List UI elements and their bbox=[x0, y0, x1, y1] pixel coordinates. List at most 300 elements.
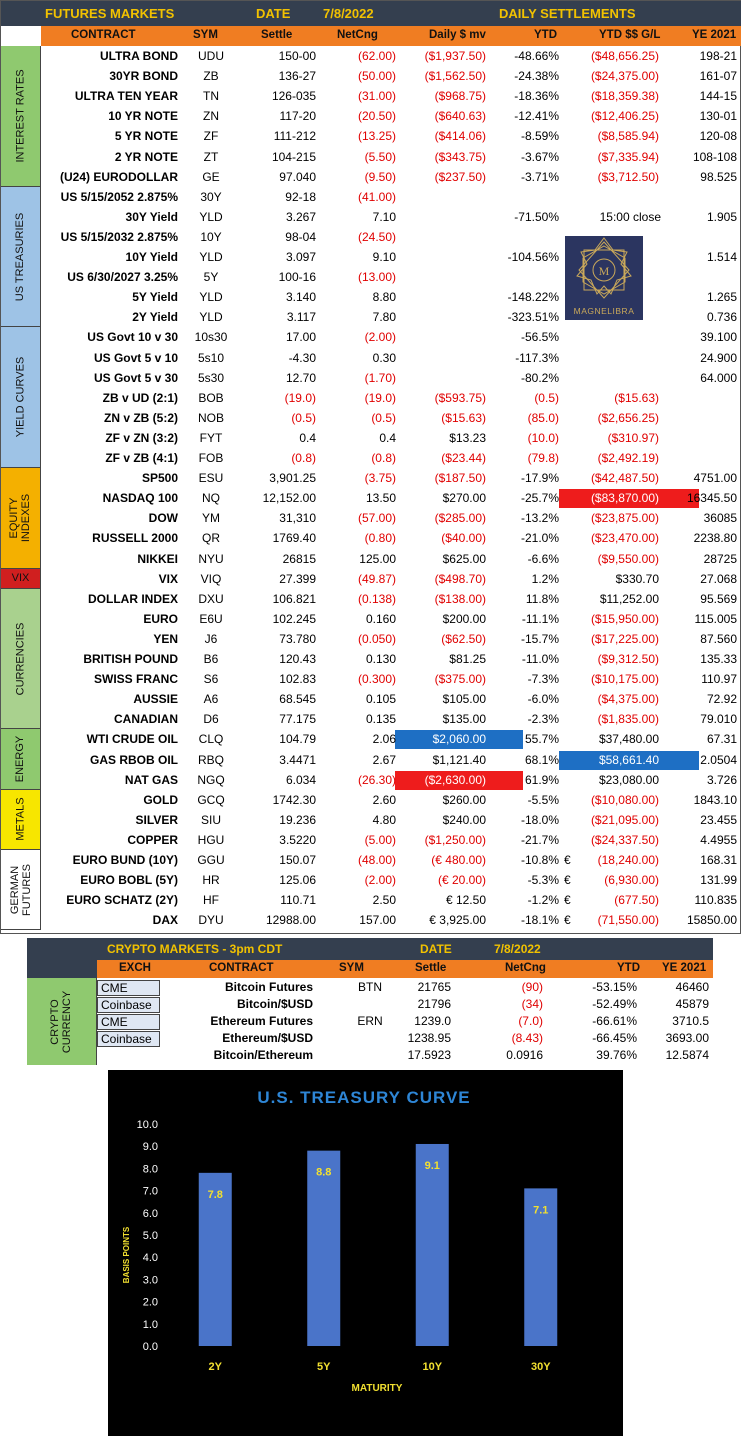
ytd-gain-loss: $58,661.40 bbox=[598, 752, 659, 767]
daily-dollar-move: $260.00 bbox=[442, 792, 486, 807]
symbol: E6U bbox=[199, 611, 223, 626]
symbol: TN bbox=[203, 89, 219, 104]
daily-dollar-move: € 12.50 bbox=[445, 893, 486, 908]
y-tick-label: 1.0 bbox=[142, 1318, 158, 1331]
net-change: (0.300) bbox=[357, 672, 396, 687]
x-tick-label: 2Y bbox=[208, 1361, 222, 1373]
table-row bbox=[41, 890, 741, 910]
symbol: 5s30 bbox=[197, 370, 225, 385]
contract-name: 30YR BOND bbox=[109, 69, 178, 84]
symbol: YLD bbox=[199, 209, 223, 224]
col-ytd: YTD bbox=[534, 29, 557, 41]
crypto-row bbox=[97, 979, 713, 996]
settle-value: 12,152.00 bbox=[262, 491, 316, 506]
x-axis-label: MATURITY bbox=[351, 1383, 403, 1394]
daily-dollar-move: $1,121.40 bbox=[432, 752, 486, 767]
net-change: (1.70) bbox=[364, 370, 396, 385]
ytd-percent: 55.7% bbox=[524, 732, 559, 747]
symbol: ESU bbox=[198, 471, 224, 486]
ytd-gain-loss: ($21,095.00) bbox=[590, 812, 659, 827]
category-label: US TREASURIES bbox=[14, 212, 27, 301]
settle-value: 102.245 bbox=[272, 611, 316, 626]
ytd-percent: -10.8% bbox=[520, 853, 559, 867]
ytd-gain-loss: ($23,875.00) bbox=[590, 511, 659, 526]
year-end-2021: 46460 bbox=[675, 980, 709, 994]
contract-name: RUSSELL 2000 bbox=[92, 531, 178, 546]
settle-value: 12988.00 bbox=[265, 913, 316, 928]
symbol: HF bbox=[203, 893, 219, 908]
net-change: (2.00) bbox=[364, 330, 396, 345]
ytd-gain-loss: ($12,406.25) bbox=[590, 109, 659, 124]
daily-dollar-move: ($1,562.50) bbox=[424, 69, 486, 84]
year-end-2021: 67.31 bbox=[706, 732, 737, 747]
daily-dollar-move: ($187.50) bbox=[434, 471, 486, 486]
contract-name: 30Y Yield bbox=[125, 209, 178, 224]
data-label: 7.8 bbox=[207, 1188, 223, 1201]
contract-name: SILVER bbox=[135, 812, 178, 827]
year-end-2021: 161-07 bbox=[699, 69, 737, 84]
ytd-percent: 61.9% bbox=[524, 772, 559, 787]
year-end-2021: 135.33 bbox=[700, 652, 737, 666]
futures-column-header bbox=[41, 26, 741, 46]
daily-dollar-move: ($640.63) bbox=[434, 109, 486, 124]
crypto-title: CRYPTO MARKETS - 3pm CDT bbox=[107, 942, 283, 956]
symbol: BOB bbox=[198, 390, 224, 405]
symbol: 10Y bbox=[200, 229, 222, 244]
ytd-percent: (85.0) bbox=[527, 410, 559, 425]
daily-dollar-move: ($285.00) bbox=[434, 511, 486, 526]
category-currencies bbox=[1, 589, 41, 730]
category-metals bbox=[1, 790, 41, 850]
euro-sign: € bbox=[564, 893, 571, 908]
ytd-percent: 39.76% bbox=[596, 1048, 637, 1062]
net-change: 2.60 bbox=[372, 792, 396, 807]
table-row bbox=[41, 669, 741, 689]
crypto-header-gap bbox=[27, 960, 97, 978]
table-row bbox=[41, 589, 741, 609]
net-change: 0.130 bbox=[365, 652, 396, 666]
exchange: CME bbox=[97, 1014, 160, 1030]
ytd-gain-loss: (18,240.00) bbox=[597, 853, 659, 867]
net-change: 0.30 bbox=[372, 350, 396, 365]
settle-value: 12.70 bbox=[285, 370, 316, 385]
daily-dollar-move: ($593.75) bbox=[434, 390, 486, 405]
ytd-percent: -56.5% bbox=[520, 330, 559, 345]
ytd-percent: -3.67% bbox=[520, 149, 559, 164]
net-change: (7.0) bbox=[518, 1014, 543, 1028]
crypto-currency-category bbox=[27, 978, 97, 1065]
symbol: FYT bbox=[199, 430, 223, 445]
settle-value: 6.034 bbox=[285, 772, 316, 787]
ytd-percent: -17.9% bbox=[520, 471, 559, 486]
net-change: 2.50 bbox=[372, 893, 396, 908]
year-end-2021: 4751.00 bbox=[693, 471, 737, 486]
daily-dollar-move: ($1,250.00) bbox=[424, 832, 486, 847]
y-tick-label: 7.0 bbox=[142, 1185, 158, 1198]
settle-value: (0.5) bbox=[291, 410, 316, 425]
table-row bbox=[41, 569, 741, 589]
symbol: 5Y bbox=[203, 270, 219, 285]
table-row bbox=[41, 508, 741, 528]
table-row bbox=[41, 910, 741, 930]
settle-value: 21796 bbox=[417, 997, 451, 1011]
category-label: METALS bbox=[14, 797, 27, 841]
daily-dollar-move: ($414.06) bbox=[434, 129, 486, 144]
net-change: 0.160 bbox=[365, 611, 396, 626]
table-row bbox=[41, 428, 741, 448]
contract-name: Bitcoin/Ethereum bbox=[213, 1048, 313, 1062]
year-end-2021: 98.525 bbox=[700, 169, 737, 184]
net-change: 4.80 bbox=[372, 812, 396, 827]
ytd-percent: -2.3% bbox=[527, 712, 559, 727]
symbol: YM bbox=[202, 511, 220, 526]
daily-dollar-move: $270.00 bbox=[442, 491, 486, 506]
year-end-2021: 2238.80 bbox=[693, 531, 737, 546]
year-end-2021: 110.835 bbox=[694, 893, 737, 908]
net-change: (13.00) bbox=[357, 270, 396, 285]
net-change: 2.67 bbox=[372, 752, 396, 767]
contract-name: Bitcoin/$USD bbox=[236, 997, 313, 1011]
ytd-percent: -18.36% bbox=[514, 89, 559, 104]
year-end-2021: 23.455 bbox=[700, 812, 737, 827]
settle-value: 104-215 bbox=[271, 149, 316, 164]
table-row bbox=[41, 729, 741, 749]
contract-name: 2Y Yield bbox=[132, 310, 178, 325]
ytd-gain-loss: 15:00 close bbox=[599, 209, 661, 224]
table-row bbox=[41, 207, 741, 227]
contract-name: GOLD bbox=[143, 792, 178, 807]
year-end-2021: 108-108 bbox=[692, 149, 737, 164]
contract-name: ZF v ZN (3:2) bbox=[105, 430, 178, 445]
symbol: NOB bbox=[197, 410, 224, 425]
symbol: GCQ bbox=[197, 792, 225, 807]
settle-value: 117-20 bbox=[279, 109, 316, 124]
ytd-percent: -48.66% bbox=[514, 49, 559, 63]
contract-name: DAX bbox=[152, 913, 178, 928]
year-end-2021: 3.726 bbox=[706, 772, 737, 787]
exchange: CME bbox=[97, 980, 160, 996]
ytd-percent: -104.56% bbox=[507, 250, 559, 264]
symbol: VIQ bbox=[200, 571, 222, 586]
net-change: 2.06 bbox=[372, 732, 396, 747]
settle-value: 120.43 bbox=[279, 652, 316, 666]
contract-name: CANADIAN bbox=[114, 712, 178, 727]
settle-value: 111-212 bbox=[273, 129, 316, 144]
ytd-gain-loss: ($2,492.19) bbox=[597, 451, 659, 465]
y-tick-label: 5.0 bbox=[142, 1230, 158, 1242]
symbol: GE bbox=[202, 169, 220, 184]
table-row bbox=[41, 750, 741, 770]
category-label: YIELD CURVES bbox=[14, 356, 27, 438]
contract-name: Bitcoin Futures bbox=[224, 980, 313, 994]
symbol: SIU bbox=[200, 812, 221, 827]
settle-value: 26815 bbox=[282, 551, 316, 566]
ytd-gain-loss: ($10,175.00) bbox=[590, 672, 659, 687]
ytd-percent: -24.38% bbox=[514, 69, 559, 84]
year-end-2021: 28725 bbox=[703, 551, 737, 566]
contract-name: US Govt 10 v 30 bbox=[87, 330, 178, 345]
daily-dollar-move: (€ 480.00) bbox=[431, 853, 486, 867]
contract-name: NAT GAS bbox=[124, 772, 178, 787]
ytd-gain-loss: ($1,835.00) bbox=[597, 712, 659, 727]
header-gap bbox=[1, 26, 41, 46]
col-contract: CONTRACT bbox=[209, 962, 274, 974]
symbol: NGQ bbox=[197, 772, 225, 787]
y-tick-label: 4.0 bbox=[142, 1252, 158, 1265]
year-end-2021: 110.97 bbox=[701, 672, 737, 687]
symbol: 30Y bbox=[200, 189, 222, 204]
euro-sign: € bbox=[564, 873, 571, 888]
symbol: ZB bbox=[203, 69, 219, 84]
category-label: GERMAN FUTURES bbox=[8, 863, 33, 916]
net-change: (31.00) bbox=[357, 89, 396, 104]
ytd-percent: -21.0% bbox=[520, 531, 559, 546]
year-end-2021: 64.000 bbox=[700, 370, 737, 385]
table-row bbox=[41, 388, 741, 408]
table-row bbox=[41, 488, 741, 508]
table-row bbox=[41, 629, 741, 649]
category-label: ENERGY bbox=[14, 735, 27, 783]
category-german-futures bbox=[1, 850, 41, 930]
table-row bbox=[41, 66, 741, 86]
settle-value: 17.5923 bbox=[407, 1048, 451, 1062]
y-tick-label: 3.0 bbox=[142, 1274, 158, 1287]
symbol: CLQ bbox=[198, 732, 224, 747]
symbol: ERN bbox=[357, 1014, 383, 1028]
col-settle: Settle bbox=[415, 962, 447, 974]
year-end-2021: 198-21 bbox=[699, 49, 737, 63]
crypto-row bbox=[97, 996, 713, 1013]
settle-value: (0.8) bbox=[291, 451, 316, 465]
symbol: DXU bbox=[198, 591, 224, 606]
table-row bbox=[41, 649, 741, 669]
daily-dollar-move: ($40.00) bbox=[441, 531, 486, 546]
ytd-gain-loss: ($310.97) bbox=[607, 430, 659, 445]
ytd-gain-loss: $11,252.00 bbox=[599, 591, 659, 606]
category-interest-rates bbox=[1, 46, 41, 187]
symbol: DYU bbox=[198, 913, 224, 928]
col-sym: SYM bbox=[193, 29, 218, 41]
col-exch: EXCH bbox=[119, 962, 151, 974]
ytd-percent: 68.1% bbox=[524, 752, 559, 767]
table-row bbox=[41, 147, 741, 167]
settle-value: 1742.30 bbox=[272, 792, 316, 807]
year-end-2021: 87.560 bbox=[700, 631, 737, 646]
settle-value: 77.175 bbox=[279, 712, 316, 727]
symbol: QR bbox=[202, 531, 220, 546]
daily-dollar-move: ($15.63) bbox=[441, 410, 486, 425]
year-end-2021: 144-15 bbox=[699, 89, 737, 104]
ytd-gain-loss: ($18,359.38) bbox=[590, 89, 659, 104]
table-row bbox=[41, 709, 741, 729]
ytd-gain-loss: $23,080.00 bbox=[598, 772, 659, 787]
ytd-percent: -13.2% bbox=[520, 511, 559, 526]
ytd-percent: -5.3% bbox=[527, 873, 559, 888]
col-ye-2021: YE 2021 bbox=[692, 29, 737, 41]
ytd-percent: -21.7% bbox=[520, 832, 559, 847]
ytd-percent: -323.51% bbox=[507, 310, 559, 325]
year-end-2021: 168.31 bbox=[700, 853, 737, 867]
col-ytd-gl: YTD $$ G/L bbox=[599, 29, 661, 41]
settle-value: 73.780 bbox=[279, 631, 316, 646]
category-label: EQUITY INDEXES bbox=[8, 493, 33, 542]
table-row bbox=[41, 468, 741, 488]
settle-value: 150-00 bbox=[278, 49, 316, 63]
ytd-gain-loss: ($83,870.00) bbox=[590, 491, 659, 506]
daily-dollar-move: ($2,630.00) bbox=[424, 772, 486, 787]
crypto-date: 7/8/2022 bbox=[494, 942, 541, 956]
col-ytd: YTD bbox=[617, 962, 640, 974]
col-sym: SYM bbox=[339, 962, 364, 974]
symbol: RBQ bbox=[197, 752, 224, 767]
contract-name: EURO BOBL (5Y) bbox=[80, 873, 178, 888]
contract-name: COPPER bbox=[127, 832, 178, 847]
net-change: (90) bbox=[521, 980, 543, 994]
crypto-side-label: CRYPTO CURRENCY bbox=[49, 990, 74, 1053]
table-row bbox=[41, 368, 741, 388]
symbol: ZF bbox=[203, 129, 219, 144]
table-row bbox=[41, 106, 741, 126]
contract-name: BRITISH POUND bbox=[83, 652, 178, 666]
daily-settlements-label: DAILY SETTLEMENTS bbox=[499, 6, 636, 21]
year-end-2021: 120-08 bbox=[699, 129, 737, 144]
crypto-row bbox=[97, 1013, 713, 1030]
net-change: (0.138) bbox=[357, 591, 396, 606]
category-label: VIX bbox=[11, 572, 30, 585]
chart-title: U.S. TREASURY CURVE bbox=[257, 1088, 471, 1107]
year-end-2021: 1843.10 bbox=[693, 792, 737, 807]
contract-name: AUSSIE bbox=[133, 692, 178, 707]
ytd-percent: -1.2% bbox=[527, 893, 559, 908]
settle-value: 126-035 bbox=[271, 89, 316, 104]
euro-sign: € bbox=[564, 853, 571, 867]
symbol: 5s10 bbox=[197, 350, 225, 365]
ytd-gain-loss: ($42,487.50) bbox=[590, 471, 659, 486]
net-change: (19.0) bbox=[364, 390, 396, 405]
crypto-column-header bbox=[97, 960, 713, 978]
net-change: (8.43) bbox=[511, 1031, 543, 1045]
col-settle: Settle bbox=[261, 29, 293, 41]
ytd-percent: -18.1% bbox=[520, 913, 559, 928]
contract-name: 10Y Yield bbox=[125, 250, 178, 264]
settle-value: 3.4471 bbox=[279, 752, 316, 767]
settle-value: 3.140 bbox=[285, 290, 316, 305]
table-row bbox=[41, 408, 741, 428]
crypto-date-label: DATE bbox=[420, 942, 452, 956]
magnelibra-logo bbox=[565, 236, 643, 320]
ytd-percent: -66.61% bbox=[592, 1014, 637, 1028]
table-row bbox=[41, 86, 741, 106]
contract-name: 10 YR NOTE bbox=[108, 109, 178, 124]
ytd-percent: -3.71% bbox=[520, 169, 559, 184]
y-axis-label: BASIS POINTS bbox=[122, 1226, 131, 1284]
year-end-2021: 4.4955 bbox=[700, 832, 737, 847]
exchange bbox=[97, 1048, 160, 1064]
daily-dollar-move: $240.00 bbox=[442, 812, 486, 827]
symbol: 10s30 bbox=[194, 330, 228, 345]
year-end-2021: 27.068 bbox=[700, 571, 737, 586]
ytd-percent: (10.0) bbox=[527, 430, 559, 445]
contract-name: US Govt 5 v 10 bbox=[93, 350, 178, 365]
contract-name: WTI CRUDE OIL bbox=[86, 732, 178, 747]
ytd-gain-loss: $330.70 bbox=[615, 571, 659, 586]
futures-title-bar bbox=[1, 1, 741, 26]
symbol: NQ bbox=[202, 491, 220, 506]
table-row bbox=[41, 810, 741, 830]
settle-value: 3,901.25 bbox=[269, 471, 316, 486]
ytd-percent: -11.0% bbox=[521, 652, 559, 666]
contract-name: ZB v UD (2:1) bbox=[102, 390, 178, 405]
net-change: (2.00) bbox=[364, 873, 396, 888]
daily-dollar-move: ($62.50) bbox=[441, 631, 486, 646]
year-end-2021: 39.100 bbox=[700, 330, 737, 345]
year-end-2021: 1.905 bbox=[706, 209, 737, 224]
year-end-2021: 72.92 bbox=[706, 692, 737, 707]
ytd-percent: -8.59% bbox=[520, 129, 559, 144]
x-tick-label: 30Y bbox=[530, 1361, 551, 1373]
symbol: BTN bbox=[358, 980, 382, 994]
net-change: 13.50 bbox=[365, 491, 396, 506]
net-change: 7.80 bbox=[372, 310, 396, 325]
contract-name: EURO BUND (10Y) bbox=[72, 853, 178, 867]
bar bbox=[307, 1151, 340, 1346]
settle-value: 3.5220 bbox=[279, 832, 316, 847]
ytd-percent: -66.45% bbox=[592, 1031, 637, 1045]
y-tick-label: 0.0 bbox=[142, 1341, 158, 1353]
net-change: (13.25) bbox=[357, 129, 396, 144]
ytd-gain-loss: ($8,585.94) bbox=[597, 129, 659, 144]
crypto-row bbox=[97, 1047, 713, 1064]
daily-dollar-move: ($1,937.50) bbox=[424, 49, 486, 63]
year-end-2021: 1.265 bbox=[706, 290, 737, 305]
settle-value: 97.040 bbox=[279, 169, 316, 184]
ytd-percent: -52.49% bbox=[592, 997, 637, 1011]
contract-name: 2 YR NOTE bbox=[114, 149, 178, 164]
treasury-curve-chart bbox=[108, 1070, 623, 1436]
settle-value: 31,310 bbox=[279, 511, 316, 526]
settle-value: 104.79 bbox=[279, 732, 316, 747]
settle-value: 100-16 bbox=[278, 270, 316, 285]
daily-dollar-move: $13.23 bbox=[449, 430, 486, 445]
contract-name: DOW bbox=[148, 511, 178, 526]
net-change: (9.50) bbox=[364, 169, 396, 184]
year-end-2021: 3710.5 bbox=[672, 1014, 709, 1028]
table-row bbox=[41, 528, 741, 548]
table-row bbox=[41, 126, 741, 146]
ytd-percent: -11.1% bbox=[521, 611, 559, 626]
settle-value: 17.00 bbox=[285, 330, 316, 345]
net-change: (57.00) bbox=[357, 511, 396, 526]
category-energy bbox=[1, 729, 41, 789]
x-tick-label: 10Y bbox=[422, 1361, 443, 1373]
ytd-gain-loss: (71,550.00) bbox=[597, 913, 659, 928]
ytd-gain-loss: ($9,312.50) bbox=[597, 652, 659, 666]
year-end-2021: 36085 bbox=[703, 511, 737, 526]
ytd-gain-loss: ($15,950.00) bbox=[590, 611, 659, 626]
year-end-2021: 12.5874 bbox=[665, 1048, 709, 1062]
contract-name: EURO bbox=[143, 611, 178, 626]
year-end-2021: 3693.00 bbox=[665, 1031, 709, 1045]
settle-value: 1769.40 bbox=[272, 531, 316, 546]
net-change: 125.00 bbox=[359, 551, 396, 566]
symbol: YLD bbox=[199, 290, 223, 305]
ytd-percent: -12.41% bbox=[514, 109, 559, 124]
ytd-gain-loss: ($15.63) bbox=[614, 390, 659, 405]
daily-dollar-move: $81.25 bbox=[449, 652, 486, 666]
table-row bbox=[41, 870, 741, 890]
symbol: YLD bbox=[199, 310, 223, 325]
year-end-2021: 95.569 bbox=[700, 591, 737, 606]
